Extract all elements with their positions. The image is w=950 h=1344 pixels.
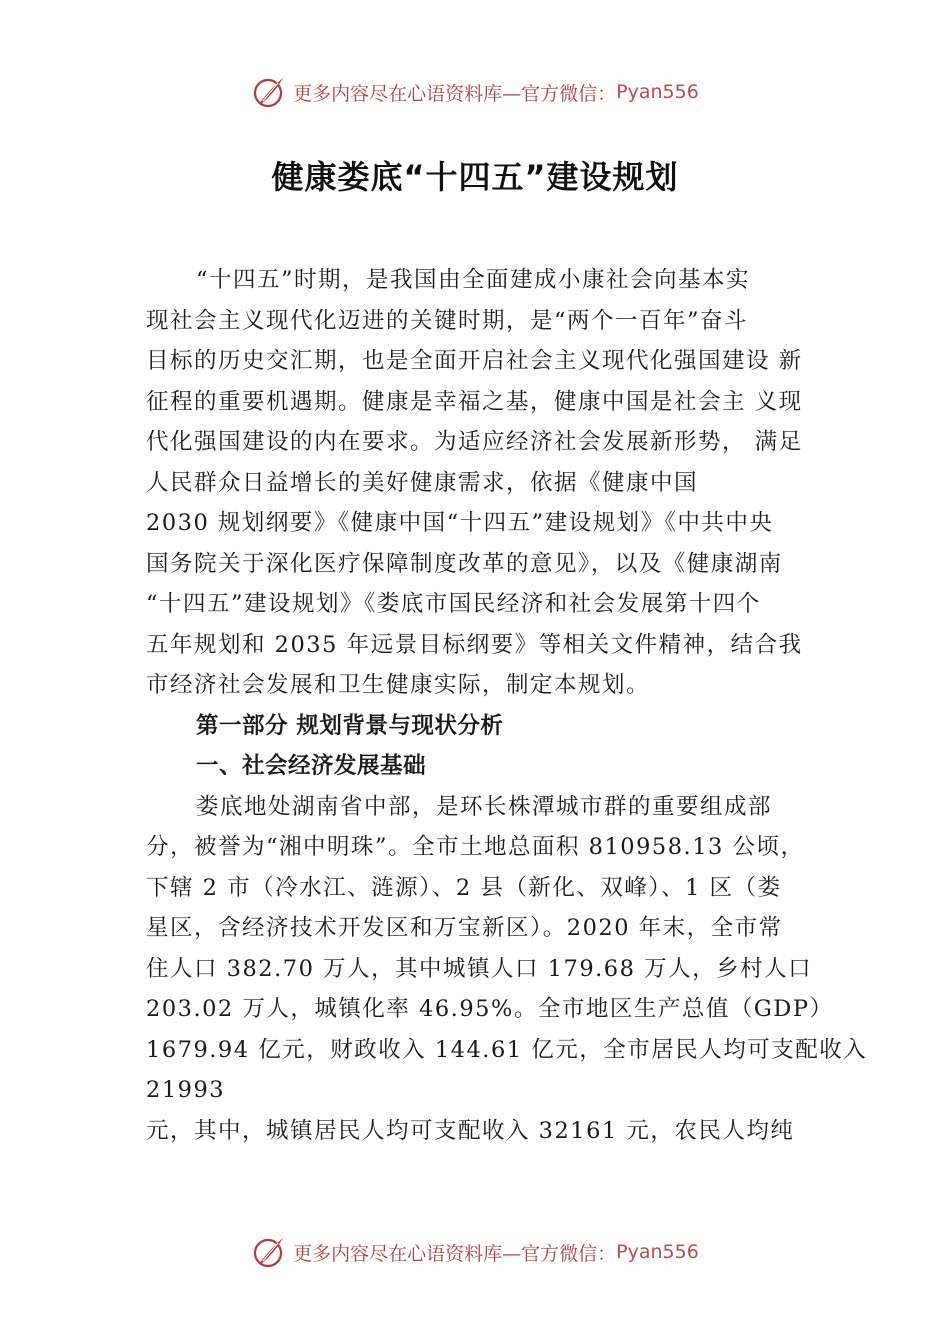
body-line: 2030 规划纲要》《健康中国“十四五”建设规划》《中共中央: [146, 510, 774, 536]
document-title: 健康娄底“十四五”建设规划: [271, 158, 679, 196]
section-line: 星区，含经济技术开发区和万宝新区）。2020 年末，全市常: [146, 915, 783, 941]
banner-wechat-id: Pyan556: [616, 81, 699, 103]
body-line: “十四五”建设规划》《娄底市国民经济和社会发展第十四个: [146, 591, 761, 617]
section-line: 分，被誉为“湘中明珠”。全市土地总面积 810958.13 公顷，: [146, 834, 805, 860]
section-line: 元，其中，城镇居民人均可支配收入 32161 元，农民人均纯: [146, 1117, 795, 1144]
banner-text: 更多内容尽在心语资料库—官方微信：: [293, 1242, 617, 1265]
body-line: 征程的重要机遇期。健康是幸福之基，健康中国是社会主 义现: [146, 388, 803, 415]
body-line: 现社会主义现代化迈进的关键时期，是“两个一百年”奋斗: [146, 307, 749, 334]
banner-text: 更多内容尽在心语资料库—官方微信：: [293, 82, 617, 105]
body-line: 国务院关于深化医疗保障制度改革的意见》，以及《健康湖南: [146, 550, 783, 577]
body-line: 目标的历史交汇期，也是全面开启社会主义现代化强国建设 新: [146, 348, 803, 374]
body-line: 代化强国建设的内在要求。为适应经济社会发展新形势， 满足: [146, 429, 803, 455]
document-body: [146, 260, 868, 1151]
feather-pen-logo-icon: [251, 1234, 287, 1270]
body-line: 人民群众日益增长的美好健康需求，依据《健康中国: [146, 469, 699, 496]
subsection-heading: 一、社会经济发展基础: [196, 753, 427, 779]
section-line: 下辖 2 市（冷水江、涟源）、2 县（新化、双峰）、1 区（娄: [146, 874, 782, 901]
feather-pen-logo-icon: [251, 74, 287, 110]
body-line: 市经济社会发展和卫生健康实际，制定本规划。: [146, 672, 651, 698]
footer-banner: [0, 1232, 950, 1272]
banner-wechat-id: Pyan556: [616, 1241, 699, 1263]
section-line: 1679.94 亿元，财政收入 144.61 亿元，全市居民人均可支配收入: [146, 1036, 868, 1063]
section-heading: 第一部分 规划背景与现状分析: [196, 712, 504, 739]
section-line: 住人口 382.70 万人，其中城镇人口 179.68 万人，乡村人口: [146, 955, 813, 982]
header-banner: [0, 72, 950, 112]
section-line: 娄底地处湖南省中部，是环长株潭城市群的重要组成部: [196, 793, 773, 820]
section-line: 203.02 万人，城镇化率 46.95%。全市地区生产总值（GDP）: [146, 996, 834, 1022]
section-line: 21993: [146, 1077, 226, 1103]
body-line: “十四五”时期，是我国由全面建成小康社会向基本实: [196, 267, 751, 293]
body-line: 五年规划和 2035 年远景目标纲要》等相关文件精神，结合我: [146, 631, 803, 658]
